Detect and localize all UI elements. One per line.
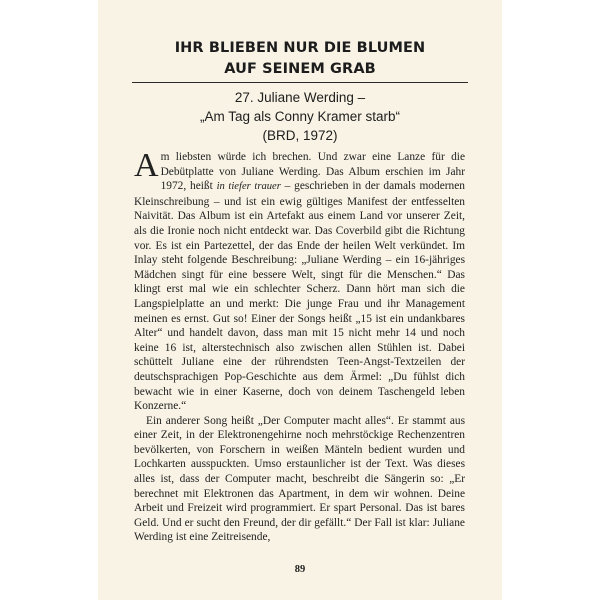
body-text — [134, 147, 465, 545]
subtitle-line-3: (BRD, 1972) — [262, 128, 338, 143]
section-subtitle — [98, 88, 502, 145]
paragraph-1 — [134, 147, 465, 414]
subtitle-line-1: 27. Juliane Werding – — [234, 90, 366, 105]
subtitle-line-2: „Am Tag als Conny Kramer starb“ — [199, 109, 401, 124]
paragraph-2: Ein anderer Song heißt „Der Computer macht alles“. Er stammt aus einer Zeit, in der Elektronengehirne noch mehrstöckige Rechenzentren bevölkerten, von Forschern in weißen Mänteln bedient wurden und Lochkarten ausspuckten. Umso erstaunlicher ist der Text. Was dieses alles ist, dass der Computer macht, beschreibt die Sängerin so: „Er berechnet mit Elektronen das Apartment, in dem wir wohnen. Deine Arbeit und Freizeit wird programmiert. Er spart Personal. Das ist bares Geld. Und er sucht den Freund, der dir gefällt.“ Der Fall ist klar: Juliane Werding ist eine Zeitreisende, — [134, 414, 465, 544]
heading-divider — [132, 82, 468, 83]
chapter-heading — [98, 38, 502, 80]
chapter-heading-line-2: AUF SEINEM GRAB — [224, 61, 376, 77]
drop-cap: A — [134, 147, 159, 184]
paragraph-1-text-a: m liebsten würde ich brechen. Und zwar eine Lanze für die Debütplatte von Juliane Werding. Das Album erschien im Jahr 1972, heißt — [160, 151, 465, 193]
page-number: 89 — [294, 564, 306, 575]
paragraph-1-text-b: – geschrieben in der damals modernen Kleinschreibung – und ist ein ewig gültiges Manifest der entfesselten Naivität. Das Album ist ein Artefakt aus einem Land vor unserer Zeit, als die Ironie noch nicht entdeckt war. Das Coverbild gibt die Richtung vor. Es ist ein Partezettel, der das Ende der heilen Welt verkündet. Im Inlay steht folgende Beschreibung: „Juliane Werding – ein 16-jähriges Mädchen singt für eine bessere Welt, singt für die Menschen.“ Das klingt erst mal wie ein schlechter Scherz. Dann hört man sich die Langspielplatte an und merkt: Die junge Frau und ihr Management meinen es ernst. Gut so! Einer der Songs heißt „15 ist ein undankbares Alter“ und handelt davon, dass man mit 15 nicht mehr 14 und noch keine 16 ist, alterstechnisch also zwischen allen Stühlen ist. Dabei schüttelt Juliane eine der rührendsten Teen-Angst-Textzeilen der deutschsprachigen Pop-Geschichte aus dem Ärmel: „Du fühlst dich bewacht wie in einer Kaserne, doch von deinem Taschengeld leben Konzerne.“ — [134, 180, 465, 413]
book-page — [98, 0, 502, 600]
chapter-heading-line-1: IHR BLIEBEN NUR DIE BLUMEN — [174, 40, 426, 56]
album-title: in tiefer trauer — [216, 181, 281, 193]
